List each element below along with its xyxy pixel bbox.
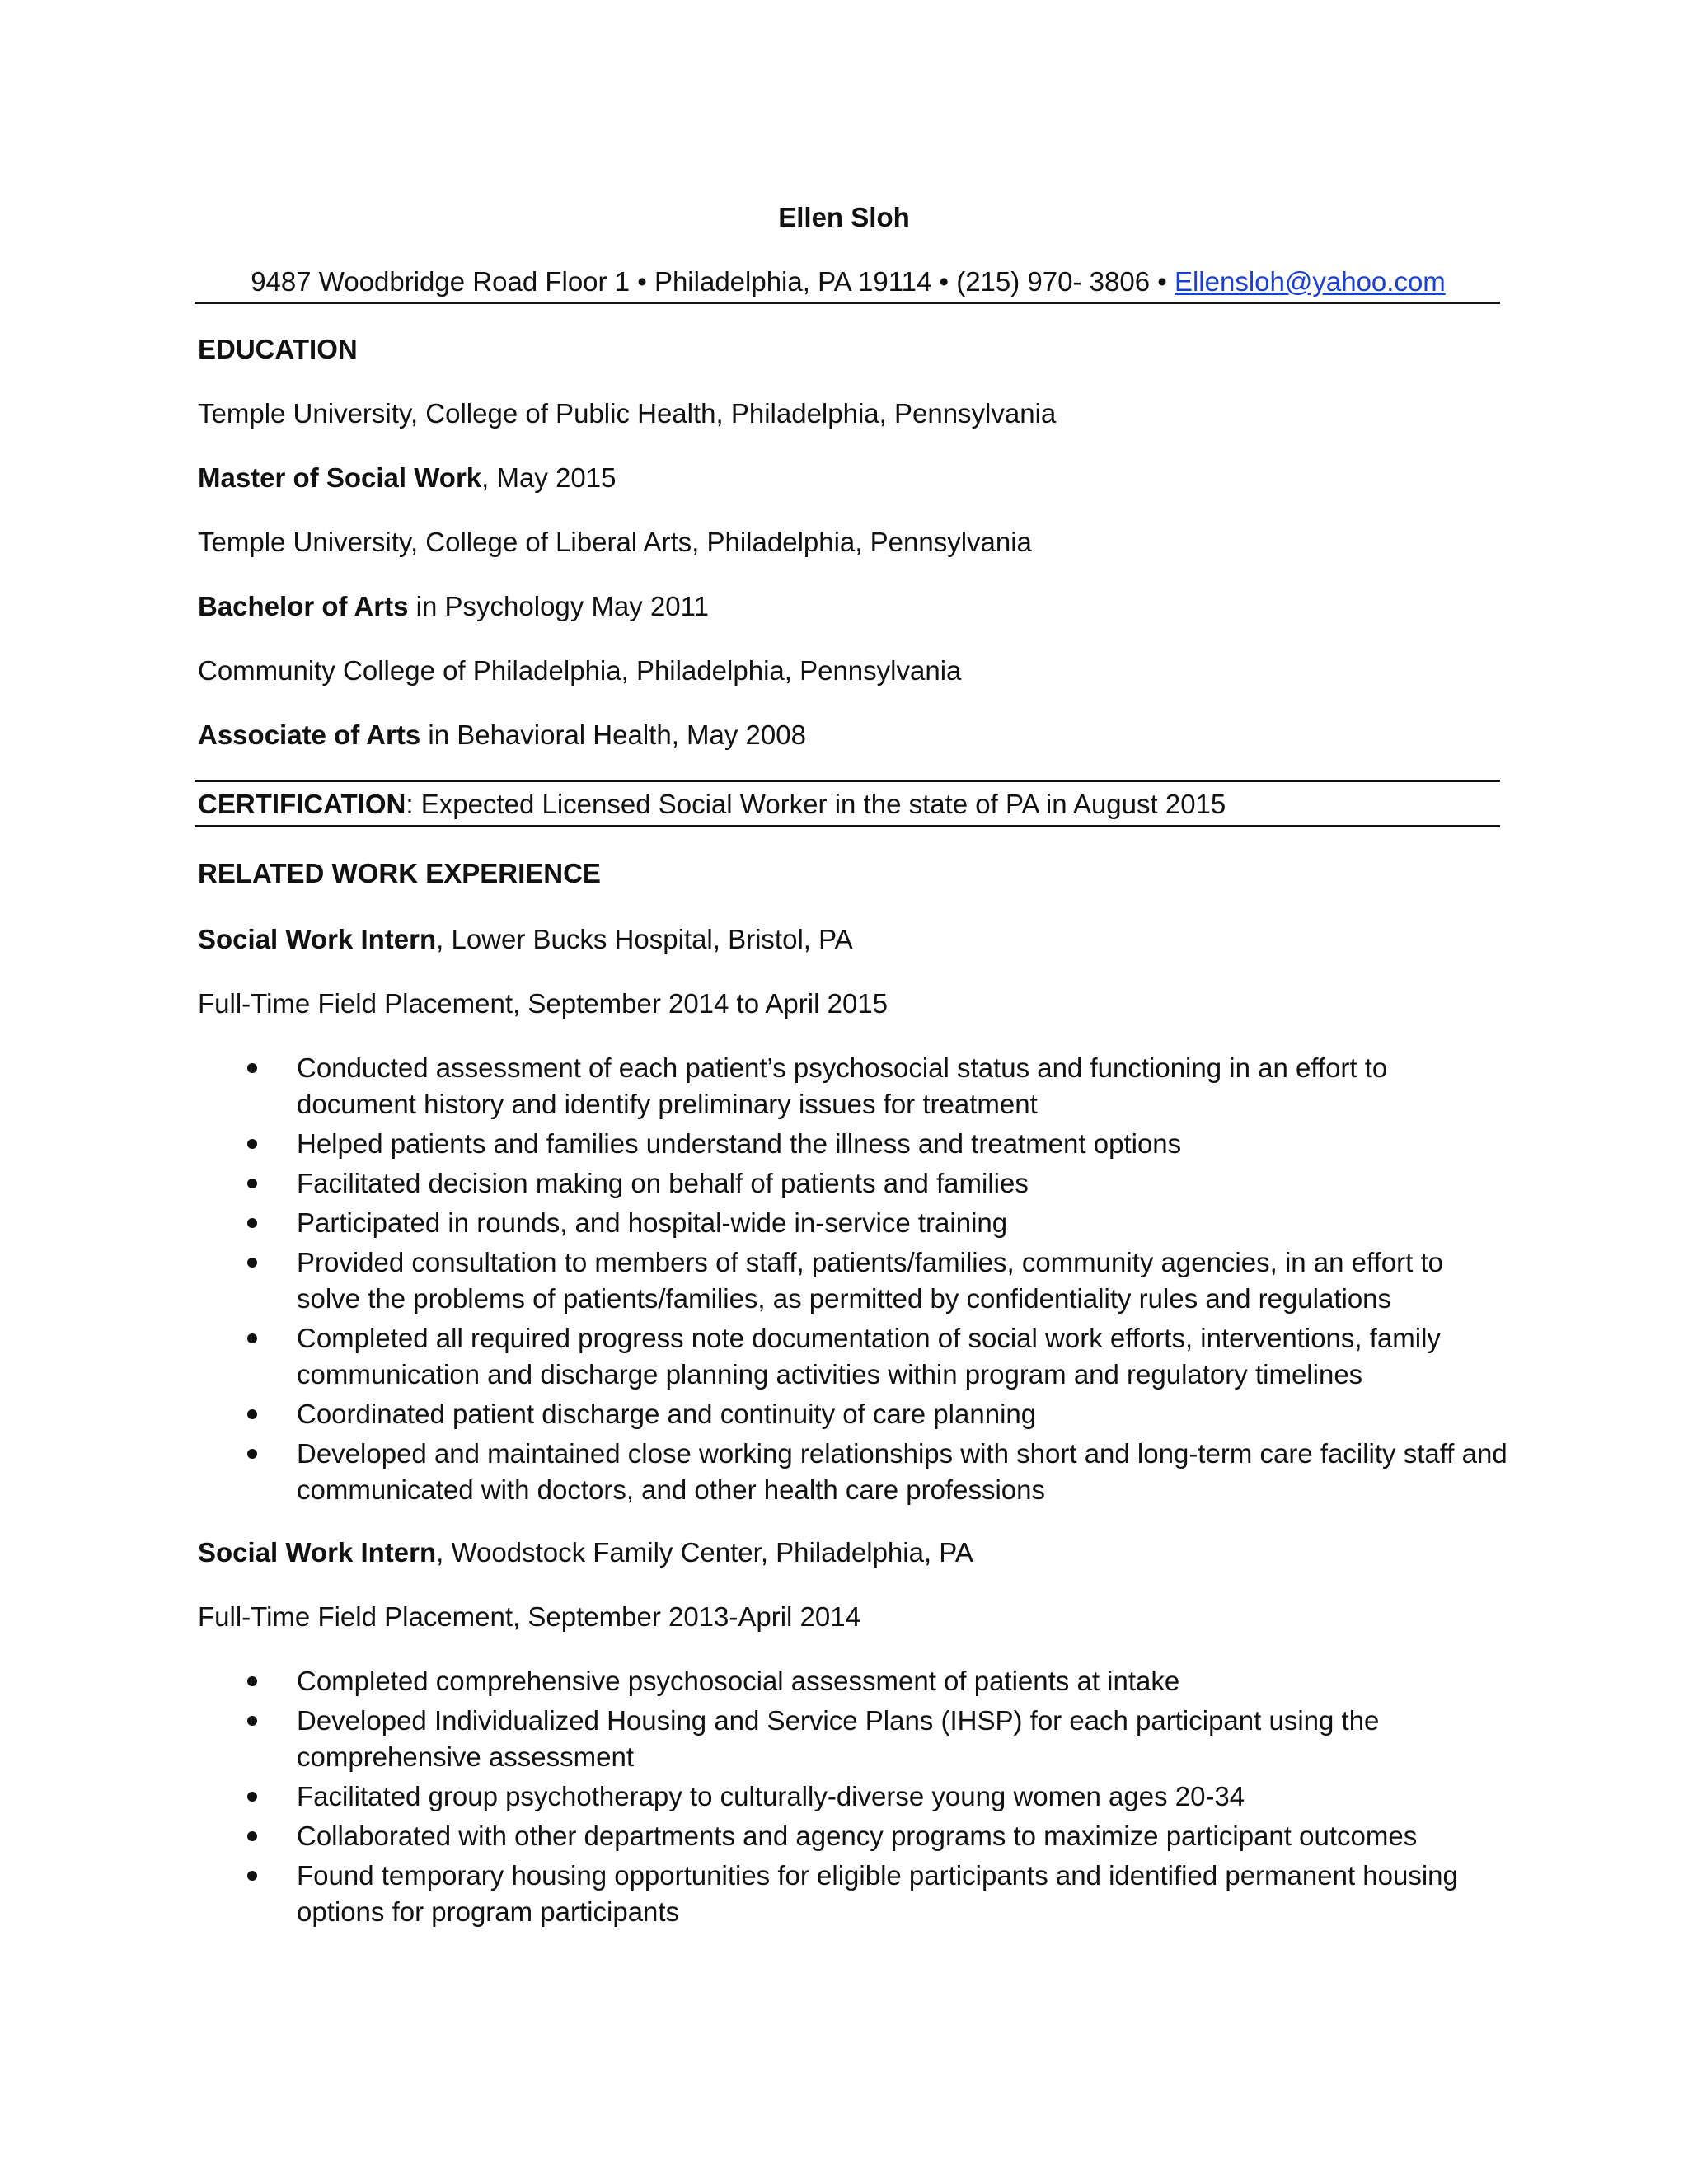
job-title: Social Work Intern <box>198 924 437 954</box>
header-divider <box>195 302 1500 304</box>
degree-name: Associate of Arts <box>198 719 421 750</box>
list-item: Participated in rounds, and hospital-wide in-service training <box>198 1205 1508 1241</box>
bullet-icon <box>247 1179 257 1188</box>
degree-detail: in Behavioral Health, May 2008 <box>420 719 806 750</box>
job-title-line-1 <box>198 921 853 958</box>
bullet-icon <box>247 1258 257 1268</box>
bullet-icon <box>247 1218 257 1228</box>
bullet-icon <box>247 1449 257 1459</box>
bullet-icon <box>247 1831 257 1841</box>
list-item: Conducted assessment of each patient’s psychosocial status and functioning in an effort to document history and identify preliminary issues for treatment <box>198 1050 1508 1122</box>
candidate-name: Ellen Sloh <box>778 202 910 232</box>
education-heading: EDUCATION <box>198 334 358 364</box>
list-item: Developed Individualized Housing and Service Plans (IHSP) for each participant using the comprehensive assessment <box>198 1703 1508 1775</box>
certification-bottom-divider <box>195 825 1500 827</box>
address: 9487 Woodbridge Road Floor 1 <box>251 266 631 297</box>
bullet-icon <box>247 1792 257 1802</box>
experience-heading: RELATED WORK EXPERIENCE <box>198 858 601 888</box>
certification-line <box>198 786 1226 823</box>
education-degree-3 <box>198 717 806 753</box>
list-item: Coordinated patient discharge and continuity of care planning <box>198 1396 1508 1432</box>
certification-top-divider <box>195 780 1500 782</box>
list-item: Developed and maintained close working relationships with short and long-term care facility staff and communicated with doctors, and other health care professions <box>198 1436 1508 1508</box>
bullet-icon <box>247 1676 257 1686</box>
education-school-1: Temple University, College of Public Health, Philadelphia, Pennsylvania <box>198 398 1057 429</box>
list-item: Collaborated with other departments and agency programs to maximize participant outcomes <box>198 1818 1508 1854</box>
degree-name: Master of Social Work <box>198 462 482 493</box>
degree-detail: in Psychology May 2011 <box>408 591 709 621</box>
job-title-line-2 <box>198 1535 973 1571</box>
degree-name: Bachelor of Arts <box>198 591 409 621</box>
job-employer: , Lower Bucks Hospital, Bristol, PA <box>436 924 853 954</box>
bullet-icon <box>247 1139 257 1149</box>
list-item: Completed all required progress note documentation of social work efforts, interventions, family communication and discharge planning activities within program and regulatory timelines <box>198 1320 1508 1393</box>
job-title: Social Work Intern <box>198 1537 437 1568</box>
list-item: Completed comprehensive psychosocial assessment of patients at intake <box>198 1663 1508 1699</box>
contact-line <box>198 264 1498 300</box>
bullet-icon <box>247 1409 257 1419</box>
list-item: Facilitated decision making on behalf of patients and families <box>198 1165 1508 1202</box>
email-link[interactable]: Ellensloh@yahoo.com <box>1174 266 1446 297</box>
certification-label: CERTIFICATION <box>198 789 406 819</box>
list-item: Provided consultation to members of staff, patients/families, community agencies, in an effort to solve the problems of patients/families, as permitted by confidentiality rules and regulations <box>198 1244 1508 1317</box>
separator: • <box>931 266 957 297</box>
bullet-icon <box>247 1871 257 1881</box>
city: Philadelphia, PA 19114 <box>654 266 932 297</box>
list-item: Facilitated group psychotherapy to culturally-diverse young women ages 20-34 <box>198 1779 1508 1815</box>
education-school-2: Temple University, College of Liberal Arts, Philadelphia, Pennsylvania <box>198 527 1032 557</box>
list-item: Found temporary housing opportunities for eligible participants and identified permanent housing options for program participants <box>198 1858 1508 1930</box>
job-employer: , Woodstock Family Center, Philadelphia, PA <box>436 1537 973 1568</box>
education-degree-1 <box>198 460 616 496</box>
bullet-icon <box>247 1063 257 1073</box>
separator: • <box>1150 266 1175 297</box>
job-bullets-1 <box>198 1050 1508 1511</box>
certification-text: : Expected Licensed Social Worker in the state of PA in August 2015 <box>406 789 1226 819</box>
bullet-icon <box>247 1716 257 1726</box>
job-placement-1: Full-Time Field Placement, September 2014 to April 2015 <box>198 988 889 1019</box>
job-bullets-2 <box>198 1663 1508 1933</box>
separator: • <box>630 266 654 297</box>
list-item: Helped patients and families understand the illness and treatment options <box>198 1126 1508 1162</box>
phone: (215) 970- 3806 <box>956 266 1151 297</box>
job-placement-2: Full-Time Field Placement, September 2013-April 2014 <box>198 1601 860 1632</box>
bullet-icon <box>247 1333 257 1343</box>
degree-detail: , May 2015 <box>481 462 617 493</box>
education-degree-2 <box>198 588 709 625</box>
education-school-3: Community College of Philadelphia, Philadelphia, Pennsylvania <box>198 655 962 686</box>
